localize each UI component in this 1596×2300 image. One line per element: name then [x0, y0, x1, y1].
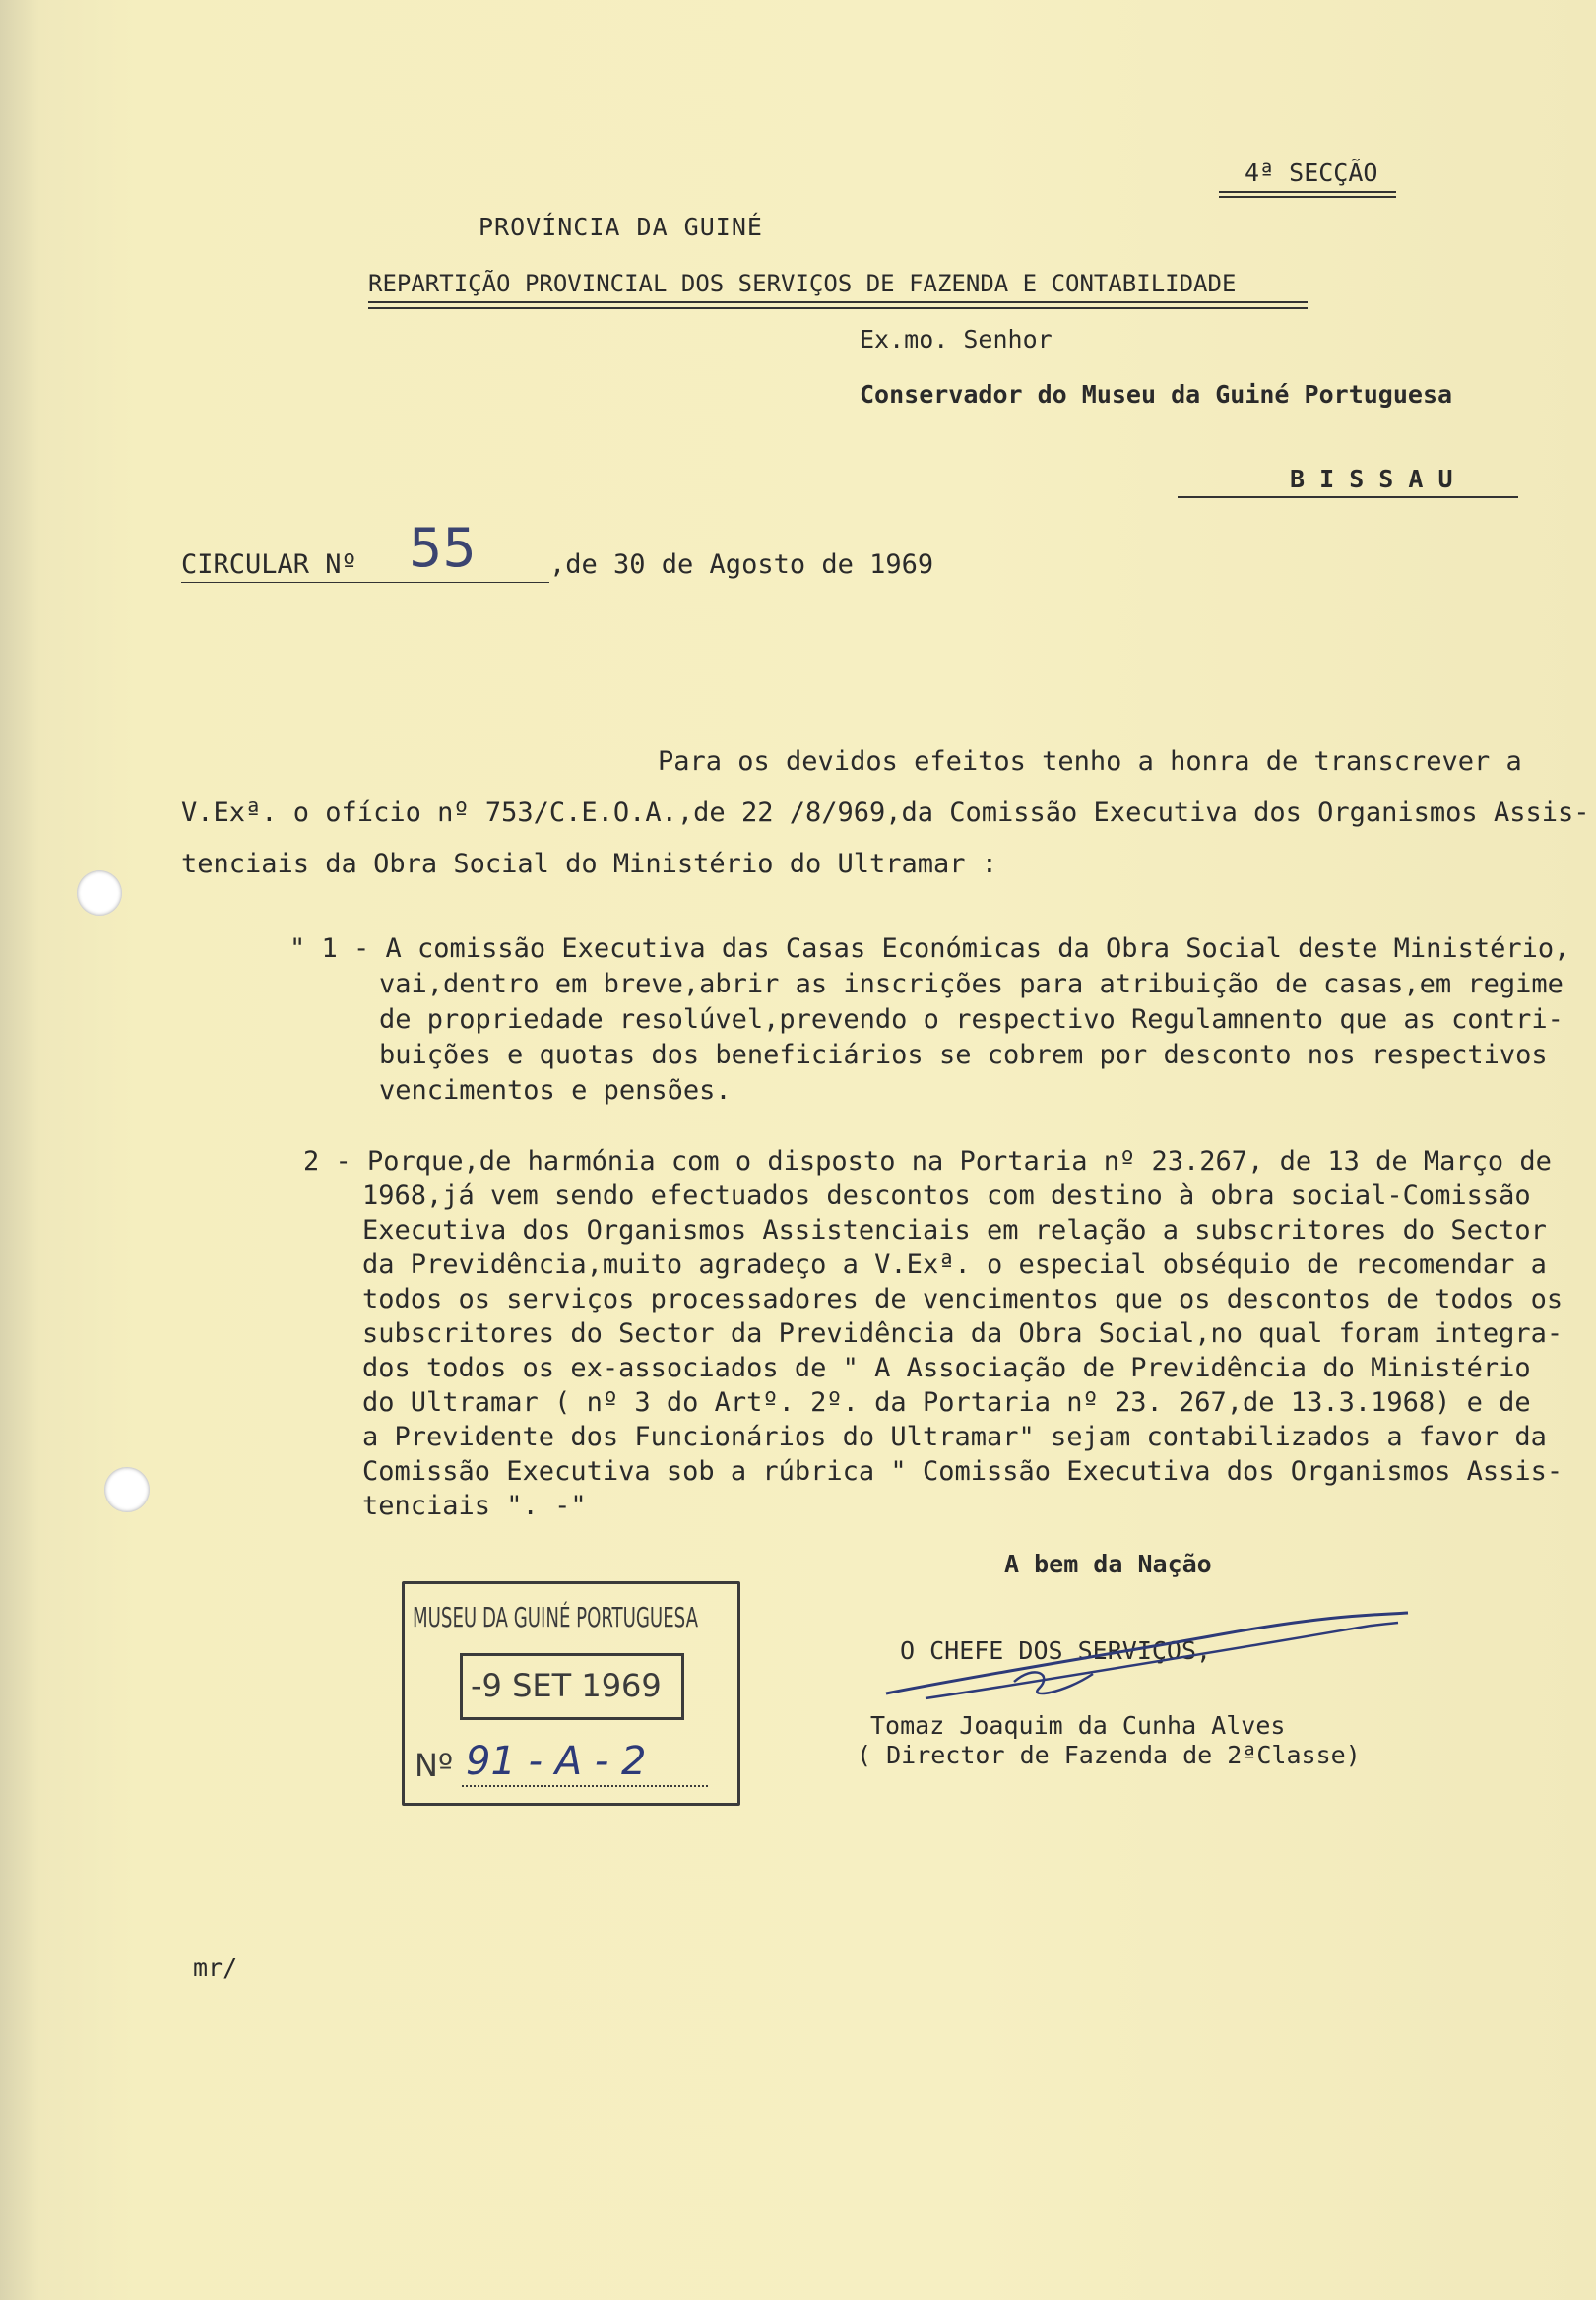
intro-line-1: Para os devidos efeitos tenho a honra de transcrever a: [658, 746, 1522, 777]
item2-line-6: subscritores do Sector da Previdência da Obra Social,no qual foram integra-: [362, 1318, 1564, 1349]
item2-line-3: Executiva dos Organismos Assistenciais em relação a subscritores do Sector: [362, 1215, 1547, 1246]
item1-line-2: vai,dentro em breve,abrir as inscrições para atribuição de casas,em regime: [379, 969, 1564, 999]
typist-initials: mr/: [193, 1953, 238, 1982]
department-title: REPARTIÇÃO PROVINCIAL DOS SERVIÇOS DE FAZENDA E CONTABILIDADE: [368, 270, 1237, 297]
item1-line-4: buições e quotas dos beneficiários se cobrem por desconto nos respectivos: [379, 1040, 1548, 1070]
signature-role: ( Director de Fazenda de 2ªClasse): [857, 1741, 1361, 1769]
addressee-name: Conservador do Museu da Guiné Portuguesa: [860, 380, 1453, 409]
stamp-museum-name: MUSEU DA GUINÉ PORTUGUESA: [413, 1601, 698, 1633]
punch-hole-top: [77, 870, 122, 916]
circular-underline: [181, 582, 549, 583]
stamp-date: -9 SET 1969: [471, 1667, 662, 1704]
item2-line-10: Comissão Executiva sob a rúbrica " Comissão Executiva dos Organismos Assis-: [362, 1456, 1564, 1487]
signature-name: Tomaz Joaquim da Cunha Alves: [870, 1711, 1286, 1740]
item1-line-3: de propriedade resolúvel,prevendo o respectivo Regulamnento que as contri-: [379, 1004, 1564, 1035]
closing-text: A bem da Nação: [1004, 1550, 1212, 1578]
item1-line-5: vencimentos e pensões.: [379, 1075, 732, 1106]
museum-stamp: [402, 1581, 740, 1806]
item2-line-11: tenciais ". -": [362, 1491, 587, 1521]
section-underline-2: [1219, 196, 1396, 198]
intro-line-2: V.Exª. o ofício nº 753/C.E.O.A.,de 22 /8/969,da Comissão Executiva dos Organismos Assis-: [181, 798, 1590, 828]
intro-line-3: tenciais da Obra Social do Ministério do Ultramar :: [181, 849, 998, 879]
stamp-number-label: Nº: [415, 1747, 454, 1784]
item2-line-7: dos todos os ex-associados de " A Associação de Previdência do Ministério: [362, 1353, 1531, 1383]
item2-line-9: a Previdente dos Funcionários do Ultramar" sejam contabilizados a favor da: [362, 1422, 1547, 1452]
item2-line-8: do Ultramar ( nº 3 do Artº. 2º. da Portaria nº 23. 267,de 13.3.1968) e de: [362, 1387, 1531, 1418]
handwritten-signature: [866, 1605, 1418, 1713]
province-title: PROVÍNCIA DA GUINÉ: [479, 213, 763, 241]
stamp-number-line: [462, 1785, 708, 1787]
item2-line-4: da Previdência,muito agradeço a V.Exª. o especial obséquio de recomendar a: [362, 1249, 1547, 1280]
punch-hole-bottom: [104, 1467, 150, 1512]
circular-date: ,de 30 de Agosto de 1969: [549, 549, 934, 580]
item2-line-2: 1968,já vem sendo efectuados descontos com destino à obra social-Comissão: [362, 1181, 1531, 1211]
item1-line-1: " 1 - A comissão Executiva das Casas Económicas da Obra Social deste Ministério,: [289, 933, 1570, 964]
item2-line-1: 2 - Porque,de harmónia com o disposto na Portaria nº 23.267, de 13 de Março de: [303, 1146, 1552, 1177]
item2-line-5: todos os serviços processadores de vencimentos que os descontos de todos os: [362, 1284, 1564, 1314]
circular-number: 55: [409, 517, 477, 579]
addressee-salutation: Ex.mo. Senhor: [860, 325, 1053, 353]
addressee-city: B I S S A U: [1290, 465, 1453, 493]
city-underline: [1178, 496, 1518, 498]
department-underline-2: [368, 307, 1308, 309]
section-underline: [1219, 191, 1396, 193]
department-underline: [368, 301, 1308, 303]
circular-label: CIRCULAR Nº: [181, 549, 357, 580]
stamp-date-box: [460, 1653, 684, 1720]
section-label: 4ª SECÇÃO: [1245, 159, 1378, 187]
stamp-number-handwritten: 91 - A - 2: [466, 1739, 647, 1784]
signature-title: O CHEFE DOS SERVIÇOS,: [900, 1636, 1212, 1665]
